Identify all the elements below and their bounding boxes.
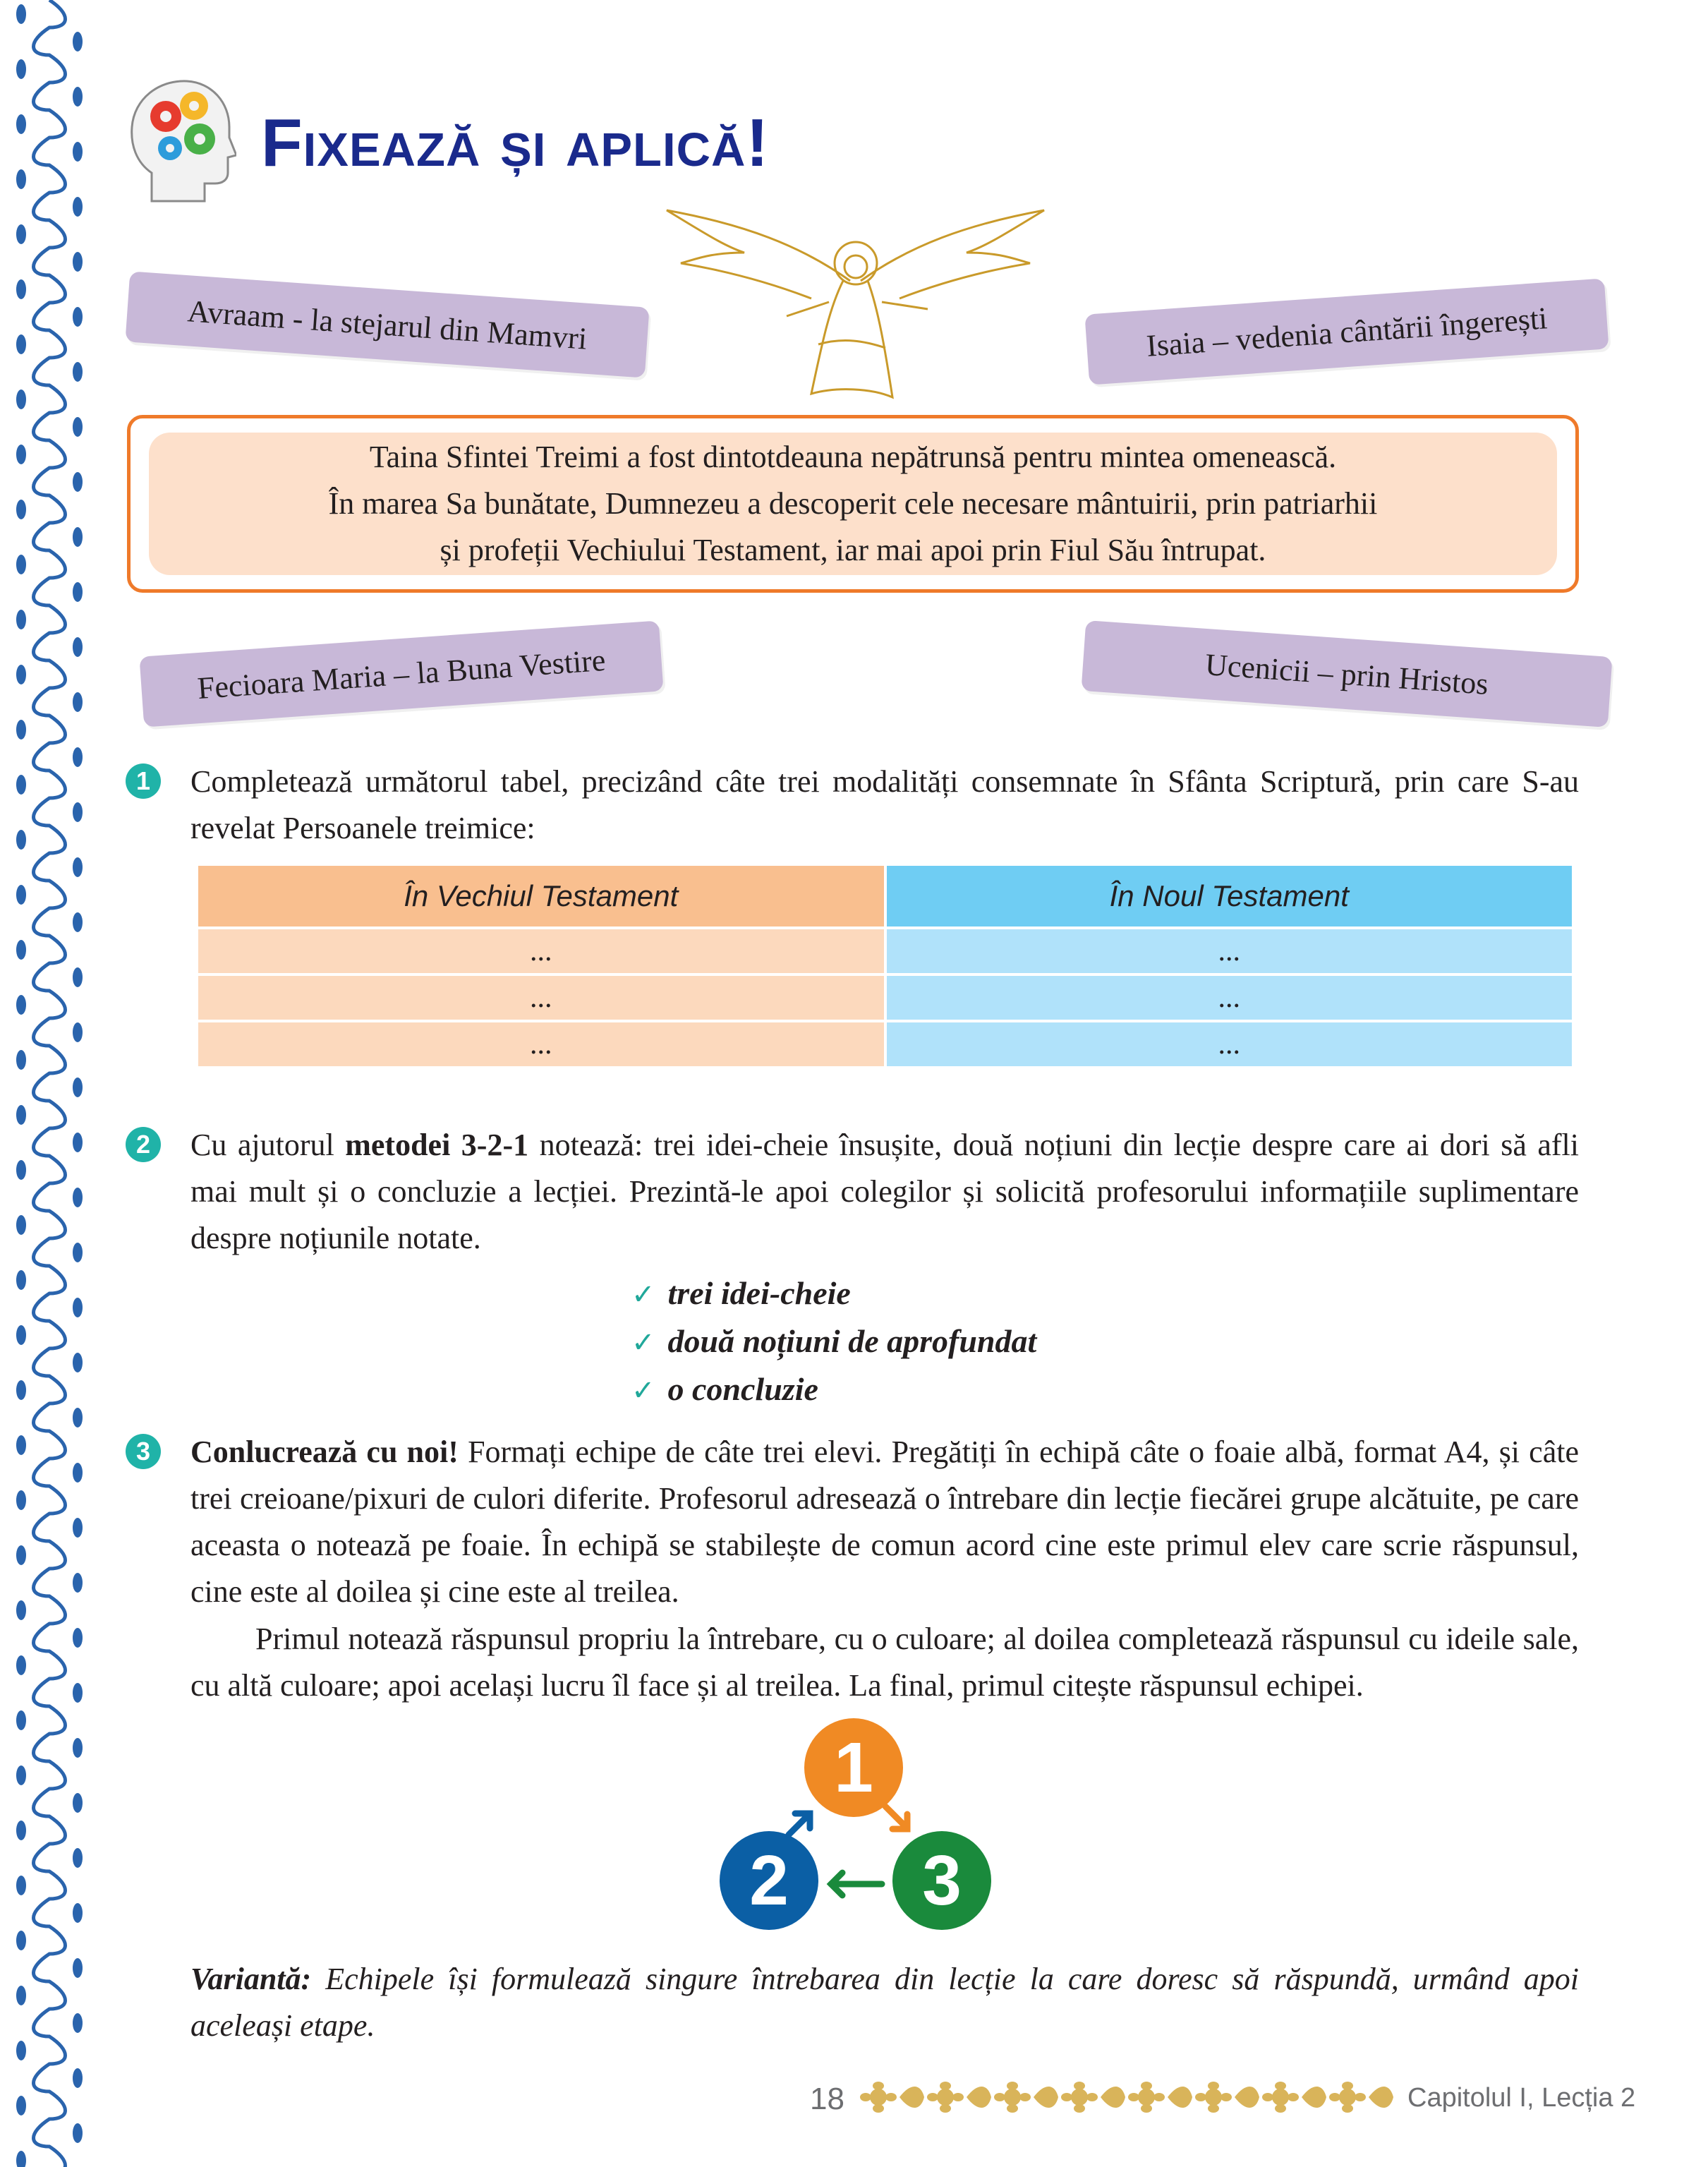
tag-ucenicii: Ucenicii – prin Hristos [1081,620,1612,728]
checklist [631,1270,1036,1414]
exercise-2-intro: Cu ajutorul [190,1128,346,1162]
tag-fecioara: Fecioara Maria – la Buna Vestire [139,620,663,727]
diagram-node-1 [804,1718,903,1817]
table-cell: ... [198,929,884,973]
page-number: 18 [810,2082,844,2116]
method-name: metodei 3-2-1 [345,1128,529,1162]
variant-lead: Variantă: [190,1962,312,1996]
exercise-2-text [190,1122,1579,1262]
tag-isaia: Isaia – vedenia cântării îngerești [1084,278,1609,385]
exercise-number-badge: 1 [126,763,161,799]
info-line: Taina Sfintei Treimi a fost dintotdeauna nepătrunsă pentru mintea omenească. [369,440,1337,474]
head-gears-icon [123,74,236,208]
info-box-content [149,433,1557,575]
chapter-label: Capitolul I, Lecția 2 [1407,2083,1636,2113]
exercise-1-text: Completează următorul tabel, precizând câte trei modalități consemnate în Sfânta Scriptură, prin care S-au revelat Persoanele treimice: [190,764,1579,845]
angel-illustration [660,203,1051,408]
table-header-new-testament: În Noul Testament [887,866,1573,926]
diagram-node-3-label: 3 [922,1841,962,1920]
variant-note [190,1956,1579,2049]
table-cell: ... [198,976,884,1020]
diagram-node-3 [892,1831,991,1930]
table-cell: ... [887,1022,1573,1066]
checkmark-icon: ✓ [631,1327,655,1359]
decorative-border [0,0,99,2167]
info-box [127,415,1579,593]
exercise-2-body: notează: trei idei-cheie însușite, două noțiuni din lecție despre care ai dori să afli mai mult și o concluzie a lecției. Prezintă-le apoi colegilor și solicită profesorului informațiile suplimentare despre noțiunile notate. [190,1128,1579,1255]
exercise-3-paragraph-2: Primul notează răspunsul propriu la întrebare, cu o culoare; al doilea completează răspunsul cu ideile sale, cu altă culoare; apoi același lucru îl face și al treilea. La final, primul citește răspunsul echipei. [190,1622,1579,1703]
tag-avraam: Avraam - la stejarul din Mamvri [125,271,649,378]
exercise-3-body: Formați echipe de câte trei elevi. Pregătiți în echipă câte o foaie albă, format A4, și câte trei creioane/pixuri de culori diferite. Profesorul adresează o întrebare din lecție fiecărei grupe alcătuite, pe care aceasta o notează pe foaie. În echipă se stabilește de comun acord cine este primul elev care scrie răspunsul, cine este al doilea și cine este al treilea. [190,1435,1579,1609]
rotation-diagram [713,1715,1009,1933]
arrow-2-to-1 [789,1813,810,1835]
footer-ornament [857,2076,1393,2118]
exercise-3-lead: Conlucrează cu noi! [190,1435,459,1469]
checklist-item: ✓ o concluzie [631,1371,818,1407]
table-row [198,929,1572,973]
page-title: Fixează și aplică! [261,105,770,181]
table-header-old-testament: În Vechiul Testament [198,866,884,926]
arrow-3-to-2 [831,1873,882,1895]
table-cell: ... [198,1022,884,1066]
checkmark-icon: ✓ [631,1375,655,1407]
arrow-1-to-3 [885,1806,907,1829]
checklist-item: ✓ trei idei-cheie [631,1275,851,1311]
table-cell: ... [887,976,1573,1020]
table-row [198,976,1572,1020]
exercise-3-text [190,1429,1579,1615]
info-line: În marea Sa bunătate, Dumnezeu a descoperit cele necesare mântuirii, prin patriarhii [328,486,1378,521]
checklist-item: ✓ două noțiuni de aprofundat [631,1323,1037,1359]
checkmark-icon: ✓ [631,1279,655,1311]
exercise-number-badge: 3 [126,1434,161,1469]
diagram-node-2-label: 2 [749,1841,789,1920]
exercise-number-badge: 2 [126,1127,161,1162]
info-line: și profeții Vechiului Testament, iar mai apoi prin Fiul Său întrupat. [440,533,1266,567]
diagram-node-1-label: 1 [834,1728,873,1807]
diagram-node-2 [720,1831,818,1930]
variant-body: Echipele își formulează singure întrebarea din lecție la care doresc să răspundă, urmând apoi aceleași etape. [190,1962,1579,2043]
revelation-table [195,863,1575,1069]
table-row [198,1022,1572,1066]
table-cell: ... [887,929,1573,973]
